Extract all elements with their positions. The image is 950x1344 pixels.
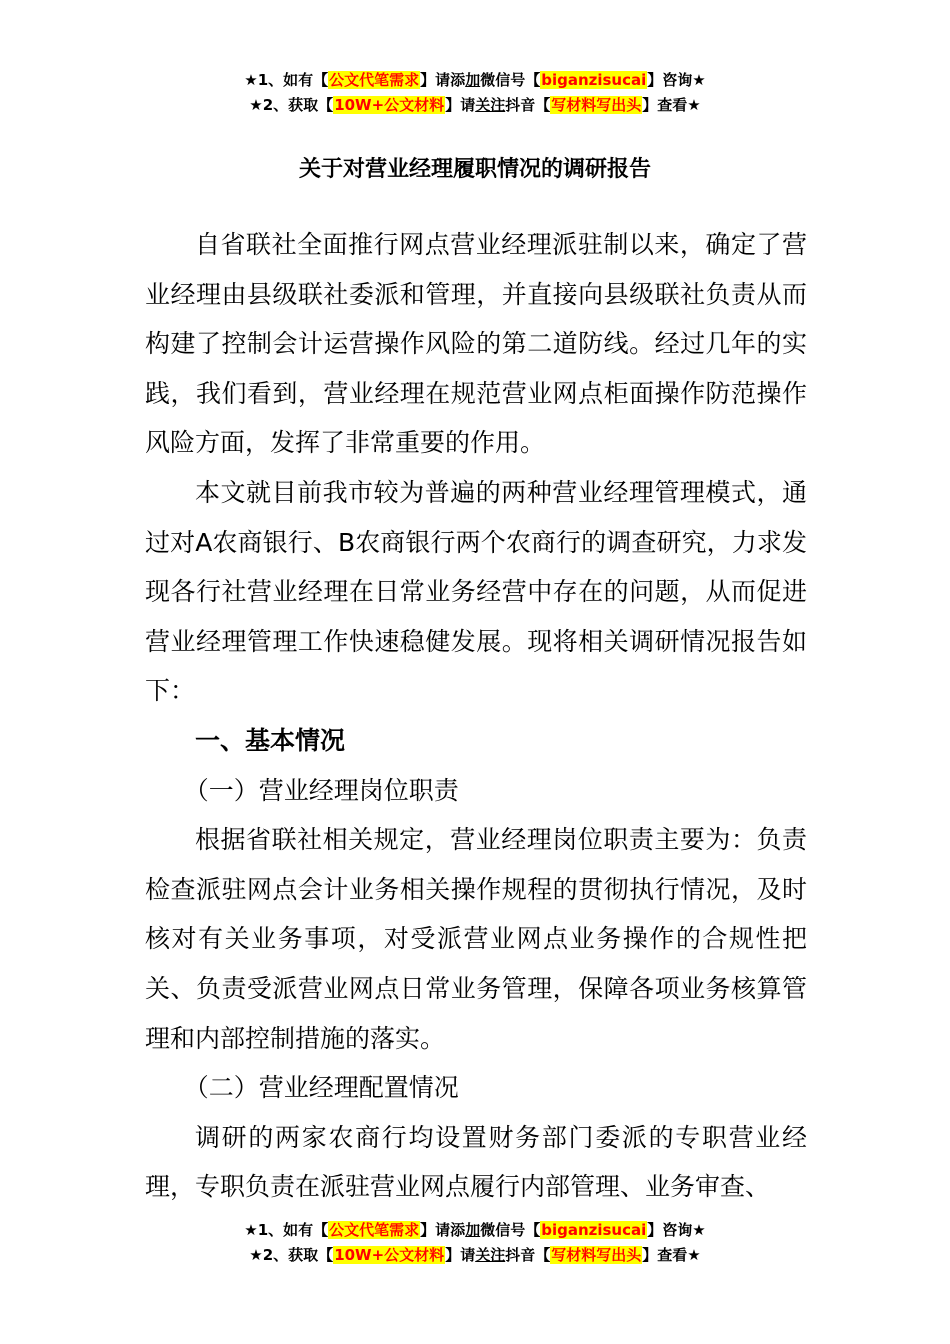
body-paragraph: 根据省联社相关规定，营业经理岗位职责主要为：负责检查派驻网点会计业务相关操作规程的贯彻执行情况，及时核对有关业务事项，对受派营业网点业务操作的合规性把关、负责受派营业网点日常业务管理，保障各项业务核算管理和内部控制措施的落实。 bbox=[145, 825, 807, 1053]
promo-highlight: 10W+公文材料 bbox=[334, 1246, 445, 1264]
promo-text: 】请 bbox=[445, 1246, 476, 1264]
promo-underline: 关注 bbox=[475, 96, 506, 114]
promo-text: ★1、如有【 bbox=[244, 71, 329, 89]
promo-text: 抖音【 bbox=[505, 96, 551, 114]
promo-highlight: 10W+公文材料 bbox=[334, 96, 445, 114]
promo-underline: 加 bbox=[465, 1221, 481, 1239]
section-heading: 一、基本情况 bbox=[195, 725, 346, 755]
promo-text: ★1、如有【 bbox=[244, 1221, 329, 1239]
document-body bbox=[145, 220, 807, 1212]
promo-text: ★2、获取【 bbox=[249, 1246, 334, 1264]
promo-highlight: 公文代笔需求 bbox=[329, 1221, 420, 1239]
promo-text: 微信号【 bbox=[480, 71, 541, 89]
promo-text: 抖音【 bbox=[505, 1246, 551, 1264]
promo-highlight: biganzisucai bbox=[541, 71, 647, 89]
promo-highlight: 写材料写出头 bbox=[551, 1246, 642, 1264]
promo-line-2 bbox=[0, 93, 950, 118]
promo-highlight: 写材料写出头 bbox=[551, 96, 642, 114]
subsection-heading: （一）营业经理岗位职责 bbox=[183, 775, 459, 805]
promo-line-2 bbox=[0, 1243, 950, 1268]
promo-text: 】咨询★ bbox=[647, 71, 706, 89]
promo-highlight: biganzisucai bbox=[541, 1221, 647, 1239]
promo-highlight: 公文代笔需求 bbox=[329, 71, 420, 89]
promo-text: 】请 bbox=[445, 96, 476, 114]
promo-text: ★2、获取【 bbox=[249, 96, 334, 114]
promo-text: 】咨询★ bbox=[647, 1221, 706, 1239]
promo-text: 】请添 bbox=[420, 71, 466, 89]
promo-underline: 加 bbox=[465, 71, 481, 89]
footer-promo-banner bbox=[0, 1218, 950, 1268]
subsection-heading: （二）营业经理配置情况 bbox=[183, 1073, 459, 1103]
document-title: 关于对营业经理履职情况的调研报告 bbox=[298, 157, 651, 182]
body-paragraph: 本文就目前我市较为普遍的两种营业经理管理模式，通过对A农商银行、B农商银行两个农商行的调查研究，力求发现各行社营业经理在日常业务经营中存在的问题，从而促进营业经理管理工作快速稳健发展。现将相关调研情况报告如下： bbox=[145, 477, 807, 706]
body-paragraph: 调研的两家农商行均设置财务部门委派的专职营业经理，专职负责在派驻营业网点履行内部管理、业务审查、 bbox=[145, 1122, 807, 1202]
promo-underline: 关注 bbox=[475, 1246, 506, 1264]
promo-line-1 bbox=[0, 68, 950, 93]
promo-text: 】查看★ bbox=[642, 96, 701, 114]
header-promo-banner bbox=[0, 68, 950, 118]
promo-text: 】查看★ bbox=[642, 1246, 701, 1264]
promo-line-1 bbox=[0, 1218, 950, 1243]
promo-text: 】请添 bbox=[420, 1221, 466, 1239]
body-paragraph: 自省联社全面推行网点营业经理派驻制以来，确定了营业经理由县级联社委派和管理，并直接向县级联社负责从而构建了控制会计运营操作风险的第二道防线。经过几年的实践，我们看到，营业经理在规范营业网点柜面操作防范操作风险方面，发挥了非常重要的作用。 bbox=[145, 230, 807, 458]
promo-text: 微信号【 bbox=[480, 1221, 541, 1239]
